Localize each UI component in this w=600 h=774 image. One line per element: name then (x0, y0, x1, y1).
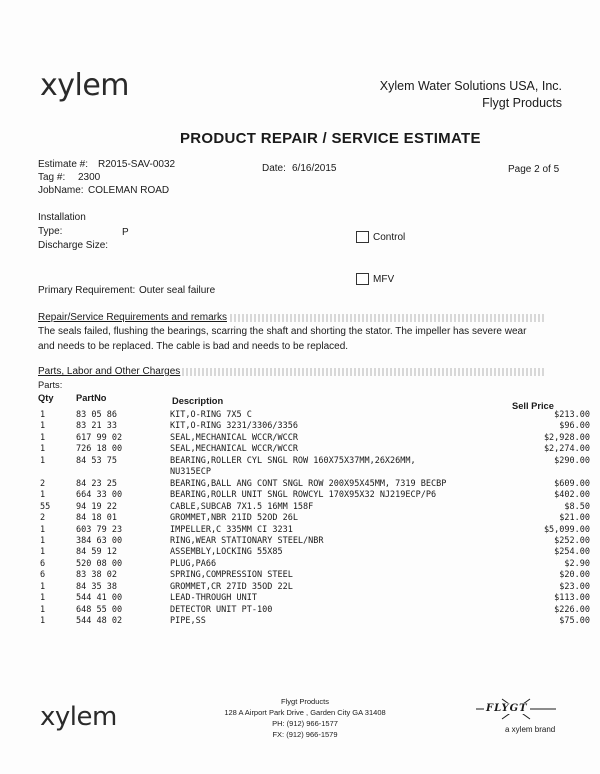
row-qty: 2 (40, 513, 46, 524)
col-description: Description (172, 396, 224, 406)
parts-table (40, 410, 590, 628)
row-partno: 520 08 00 (76, 558, 123, 569)
row-description: KIT,O-RING 3231/3306/3356 (170, 421, 298, 432)
row-price: $75.00 (559, 616, 590, 627)
remarks-heading-rule (230, 314, 546, 322)
table-row (40, 513, 590, 524)
page-number: Page 2 of 5 (508, 164, 560, 175)
col-qty: Qty (38, 393, 54, 403)
row-qty: 1 (40, 444, 46, 455)
table-row (40, 502, 590, 513)
row-qty (40, 467, 76, 478)
row-partno: 84 59 12 (76, 547, 117, 558)
row-qty: 1 (40, 604, 46, 615)
xylem-brand-tagline: a xylem brand (505, 725, 556, 734)
row-description: CABLE,SUBCAB 7X1.5 16MM 158F (170, 501, 314, 512)
row-qty: 1 (40, 524, 46, 535)
division-name: Flygt Products (482, 96, 562, 110)
row-partno: 648 55 00 (76, 604, 123, 615)
row-partno: 83 38 02 (76, 570, 117, 581)
mfv-checkbox[interactable] (356, 273, 369, 285)
table-row (40, 570, 590, 581)
control-checkbox[interactable] (356, 231, 369, 243)
estimate-label: Estimate #: (38, 159, 89, 170)
charges-heading: Parts, Labor and Other Charges (38, 366, 181, 377)
col-sell-price: Sell Price (512, 401, 554, 411)
row-qty: 55 (40, 501, 51, 512)
row-partno: 544 48 02 (76, 616, 123, 627)
row-price: $290.00 (554, 455, 590, 466)
row-price: $226.00 (554, 604, 590, 615)
primary-requirement-label: Primary Requirement: (38, 285, 136, 296)
control-label: Control (373, 232, 406, 243)
footer-company: Flygt Products (281, 697, 329, 706)
row-price: $252.00 (554, 535, 590, 546)
table-row (40, 467, 590, 478)
estimate-number: R2015-SAV-0032 (98, 159, 176, 170)
table-row (40, 536, 590, 547)
row-description: SEAL,MECHANICAL WCCR/WCCR (170, 444, 298, 455)
parts-label: Parts: (38, 380, 63, 390)
table-row (40, 410, 590, 421)
table-row (40, 525, 590, 536)
row-price: $402.00 (554, 490, 590, 501)
row-price: $2,274.00 (543, 444, 590, 455)
row-partno: 84 53 75 (76, 455, 117, 466)
row-qty: 1 (40, 410, 46, 420)
row-qty: 1 (40, 593, 46, 604)
row-price: $5,099.00 (543, 524, 590, 535)
row-partno: 83 05 86 (76, 410, 117, 420)
row-partno: 603 79 23 (76, 524, 123, 535)
row-price: $96.00 (559, 421, 590, 432)
row-description: DETECTOR UNIT PT-100 (170, 604, 273, 615)
row-price: $113.00 (554, 593, 590, 604)
row-description: BEARING,ROLLR UNIT SNGL ROWCYL 170X95X32 NJ219ECP/P6 (170, 490, 437, 501)
row-price: $2,928.00 (543, 432, 590, 443)
row-qty: 6 (40, 570, 46, 581)
primary-requirement-value: Outer seal failure (139, 285, 216, 296)
row-price (450, 467, 590, 478)
table-row (40, 479, 590, 490)
table-row (40, 593, 590, 604)
row-qty: 1 (40, 547, 46, 558)
type-label: Type: (38, 226, 63, 237)
footer-fax: FX: (912) 966-1579 (272, 730, 338, 739)
row-description: BEARING,ROLLER CYL SNGL ROW 160X75X37MM,26X26MM, (170, 455, 416, 466)
page-title: PRODUCT REPAIR / SERVICE ESTIMATE (180, 130, 481, 147)
table-row (40, 444, 590, 455)
row-description: GROMMET,CR 27ID 35OD 22L (170, 581, 293, 592)
row-description: KIT,O-RING 7X5 C (170, 410, 252, 420)
remarks-heading: Repair/Service Requirements and remarks (38, 312, 227, 323)
row-qty: 1 (40, 421, 46, 432)
table-row (40, 456, 590, 467)
mfv-label: MFV (373, 274, 395, 285)
date-label: Date: (262, 163, 286, 174)
row-partno: 664 33 00 (76, 490, 123, 501)
row-price: $21.00 (559, 513, 590, 524)
row-qty: 1 (40, 581, 46, 592)
row-qty: 2 (40, 478, 46, 489)
row-partno: 84 23 25 (76, 478, 117, 489)
row-price: $213.00 (554, 410, 590, 420)
row-description: RING,WEAR STATIONARY STEEL/NBR (170, 535, 324, 546)
row-qty: 1 (40, 616, 46, 627)
row-description: IMPELLER,C 335MM CI 3231 (170, 524, 293, 535)
discharge-label: Discharge Size: (38, 240, 109, 251)
table-row (40, 547, 590, 558)
row-partno: 84 35 38 (76, 581, 117, 592)
row-partno: 726 18 00 (76, 444, 123, 455)
row-description: LEAD-THROUGH UNIT (170, 593, 257, 604)
row-qty: 1 (40, 432, 46, 443)
row-qty: 6 (40, 558, 46, 569)
remarks-line-2: and needs to be replaced. The cable is bad and needs to be replaced. (38, 341, 349, 352)
row-partno: 94 19 22 (76, 501, 117, 512)
parts-table-body (40, 410, 590, 628)
row-partno: 617 99 02 (76, 432, 123, 443)
row-partno: 384 63 00 (76, 535, 123, 546)
row-price: $8.50 (564, 501, 590, 512)
row-description: SPRING,COMPRESSION STEEL (170, 570, 293, 581)
job-name: COLEMAN ROAD (88, 185, 170, 196)
company-name: Xylem Water Solutions USA, Inc. (379, 79, 562, 93)
row-partno: 83 21 33 (76, 421, 117, 432)
remarks-line-1: The seals failed, flushing the bearings, scarring the shaft and shorting the stator. The impeller has severe wear (38, 326, 527, 337)
col-partno: PartNo (76, 393, 107, 403)
footer-phone: PH: (912) 966-1577 (272, 719, 338, 728)
row-price: $23.00 (559, 581, 590, 592)
row-description: SEAL,MECHANICAL WCCR/WCCR (170, 432, 298, 443)
row-partno (76, 467, 170, 478)
row-description: PLUG,PA66 (170, 558, 217, 569)
row-qty: 1 (40, 535, 46, 546)
row-price: $2.90 (564, 558, 590, 569)
footer-xylem-logo: xylem (40, 702, 117, 732)
date-value: 6/16/2015 (292, 163, 337, 174)
row-price: $609.00 (554, 478, 590, 489)
flygt-mark: FLYGT (486, 703, 528, 714)
row-description: ASSEMBLY,LOCKING 55X85 (170, 547, 283, 558)
tag-number: 2300 (78, 172, 101, 183)
row-description: PIPE,SS (170, 616, 206, 627)
type-value: P (122, 227, 129, 238)
row-qty: 1 (40, 490, 46, 501)
row-price: $254.00 (554, 547, 590, 558)
row-price: $20.00 (559, 570, 590, 581)
table-row (40, 616, 590, 627)
flygt-logo (472, 697, 560, 725)
row-partno: 84 18 01 (76, 513, 117, 524)
row-description: BEARING,BALL ANG CONT SNGL ROW 200X95X45MM, 7319 BECBP (170, 478, 447, 489)
tag-label: Tag #: (38, 172, 66, 183)
installation-heading: Installation (38, 212, 86, 223)
table-row (40, 421, 590, 432)
footer-address: 128 A Airport Park Drive , Garden City GA 31408 (224, 708, 386, 717)
table-row (40, 490, 590, 501)
table-row (40, 559, 590, 570)
xylem-logo: xylem (40, 68, 130, 103)
table-row (40, 433, 590, 444)
charges-heading-rule (182, 368, 546, 376)
row-description: NU315ECP (170, 467, 211, 478)
row-description: GROMMET,NBR 21ID 52OD 26L (170, 513, 298, 524)
table-row (40, 605, 590, 616)
row-qty: 1 (40, 455, 46, 466)
table-row (40, 582, 590, 593)
job-label: JobName: (38, 185, 84, 196)
row-partno: 544 41 00 (76, 593, 123, 604)
